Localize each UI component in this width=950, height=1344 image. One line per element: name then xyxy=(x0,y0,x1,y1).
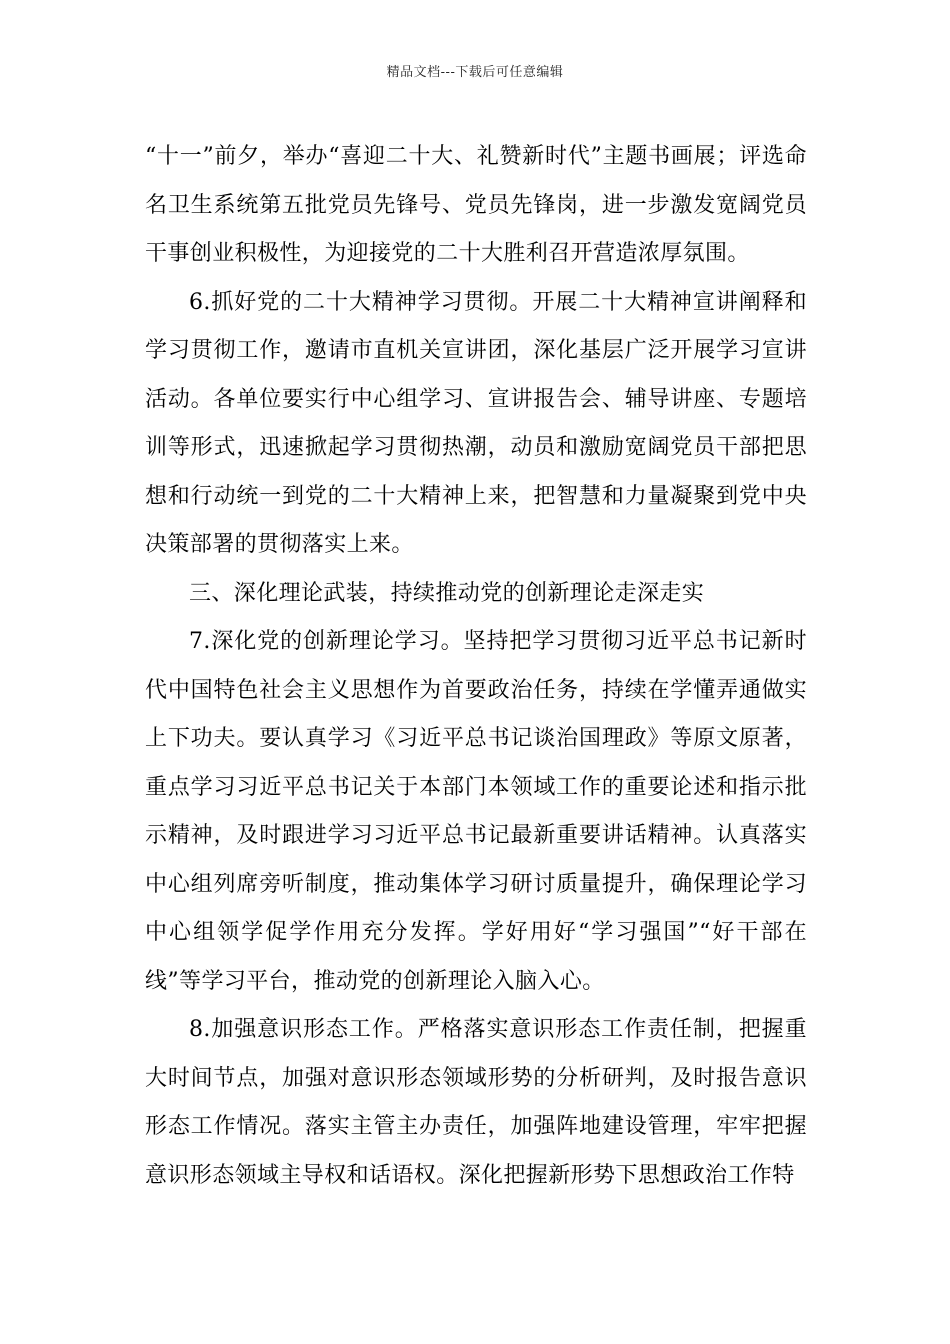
paragraph-item-7: 7.深化党的创新理论学习。坚持把学习贯彻习近平总书记新时代中国特色社会主义思想作为首要政治任务，持续在学懂弄通做实上下功夫。要认真学习《习近平总书记谈治国理政》等原文原著，重点学习习近平总书记关于本部门本领域工作的重要论述和指示批示精神，及时跟进学习习近平总书记最新重要讲话精神。认真落实中心组列席旁听制度，推动集体学习研讨质量提升，确保理论学习中心组领学促学作用充分发挥。学好用好“学习强国”“好干部在线”等学习平台，推动党的创新理论入脑入心。 xyxy=(145,629,807,994)
paragraph-item-6: 6.抓好党的二十大精神学习贯彻。开展二十大精神宣讲阐释和学习贯彻工作，邀请市直机关宣讲团，深化基层广泛开展学习宣讲活动。各单位要实行中心组学习、宣讲报告会、辅导讲座、专题培训等形式，迅速掀起学习贯彻热潮，动员和激励宽阔党员干部把思想和行动统一到党的二十大精神上来，把智慧和力量凝聚到党中央决策部署的贯彻落实上来。 xyxy=(145,289,807,557)
document-body xyxy=(145,133,807,1200)
section-heading-3: 三、深化理论武装，持续推动党的创新理论走深走实 xyxy=(189,580,705,606)
paragraph-continuation: “十一”前夕，举办“喜迎二十大、礼赞新时代”主题书画展；评选命名卫生系统第五批党员先锋号、党员先锋岗，进一步激发宽阔党员干事创业积极性，为迎接党的二十大胜利召开营造浓厚氛围。 xyxy=(145,144,807,266)
page-header: 精品文档---下载后可任意编辑 xyxy=(386,65,564,80)
paragraph-item-8: 8.加强意识形态工作。严格落实意识形态工作责任制，把握重大时间节点，加强对意识形态领域形势的分析研判，及时报告意识形态工作情况。落实主管主办责任，加强阵地建设管理，牢牢把握意识形态领域主导权和话语权。深化把握新形势下思想政治工作特 xyxy=(145,1017,807,1188)
